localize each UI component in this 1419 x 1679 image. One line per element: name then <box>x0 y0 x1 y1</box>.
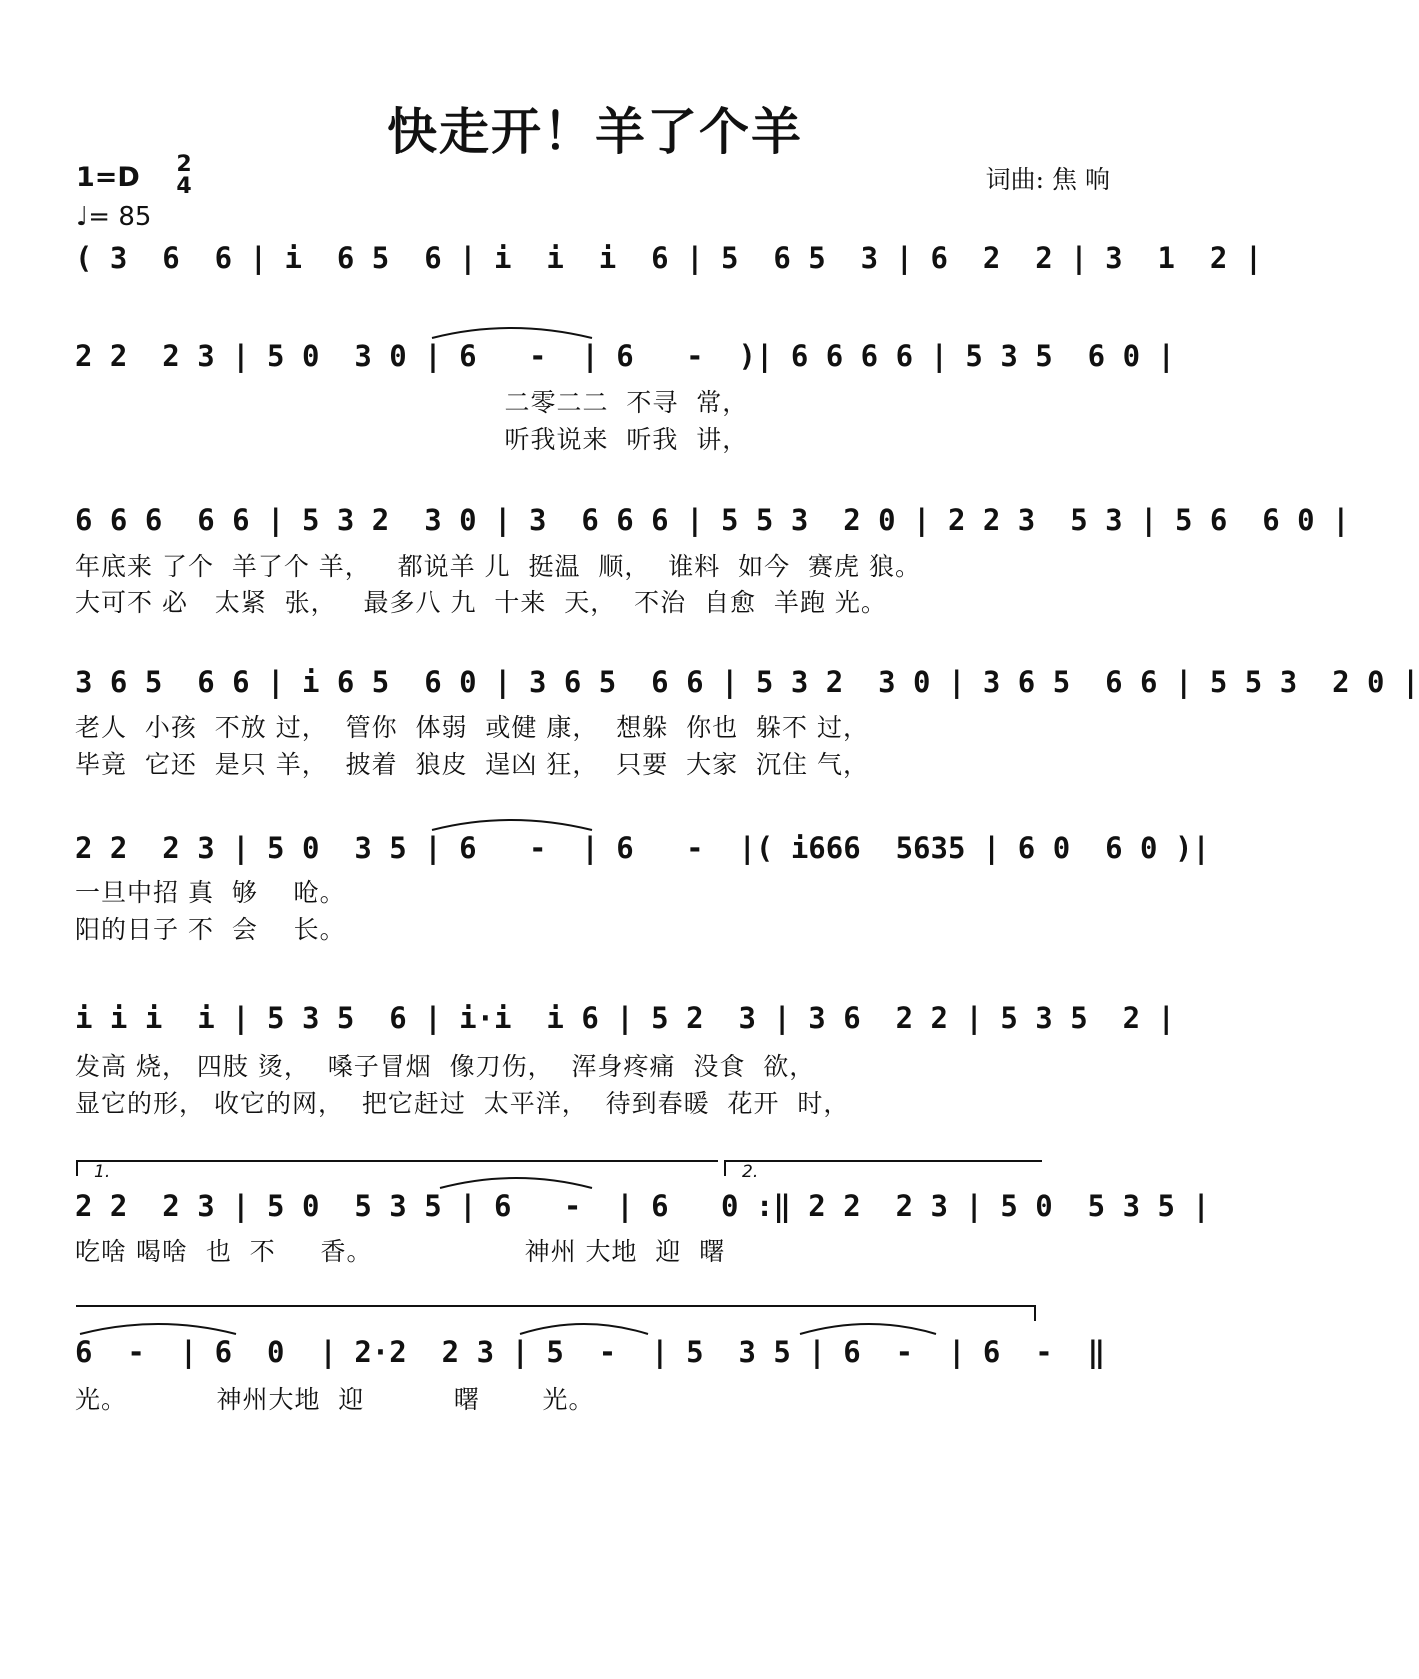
second-ending-label: 2. <box>742 1162 759 1182</box>
notation-line: 6 - | 6 0 | 2·2 2 3 | 5 - | 5 3 5 | 6 - | 6 - ‖ <box>75 1335 1106 1369</box>
lyric-verse-2: 显它的形， 收它的网， 把它赶过 太平洋， 待到春暖 花开 时， <box>75 1089 850 1118</box>
notation-line: 6 6 6 6 6 | 5 3 2 3 0 | 3 6 6 6 | 5 5 3 2 0 | 2 2 3 5 3 | 5 6 6 0 | <box>75 503 1350 537</box>
notation-line: 2 2 2 3 | 5 0 3 5 | 6 - | 6 - |( i666 5635 | 6 0 6 0 )| <box>75 831 1210 865</box>
lyric-verse-2: 阳的日子 不 会 长。 <box>75 915 346 944</box>
lyric-verse-1: 老人 小孩 不放 过， 管你 体弱 或健 康， 想躲 你也 躲不 过， <box>75 713 869 742</box>
time-bottom: 4 <box>176 174 192 199</box>
notation-line: 2 2 2 3 | 5 0 3 0 | 6 - | 6 - )| 6 6 6 6 | 5 3 5 6 0 | <box>75 339 1175 373</box>
lyric-verse-1: 一旦中招 真 够 呛。 <box>75 878 346 907</box>
composer-credit: 词曲: 焦 响 <box>985 165 1110 194</box>
song-title: 快走开！羊了个羊 <box>387 103 803 161</box>
tie-mark <box>800 1324 936 1334</box>
tie-mark <box>432 820 592 830</box>
notation-line: 2 2 2 3 | 5 0 5 3 5 | 6 - | 6 0 :‖ 2 2 2 3 | 5 0 5 3 5 | <box>75 1189 1210 1223</box>
lyric-verse-1: 发高 烧， 四肢 烫， 嗓子冒烟 像刀伤， 浑身疼痛 没食 欲， <box>75 1052 816 1081</box>
lyric-verse-1: 光。 神州大地 迎 曙 光。 <box>75 1385 595 1414</box>
tie-mark <box>432 328 592 338</box>
time-top: 2 <box>176 152 192 177</box>
tempo-value: = 85 <box>88 202 152 232</box>
notation-line: 3 6 5 6 6 | i 6 5 6 0 | 3 6 5 6 6 | 5 3 2 3 0 | 3 6 5 6 6 | 5 5 3 2 0 | <box>75 665 1419 699</box>
tie-mark <box>520 1324 648 1334</box>
quarter-note-icon: ♩ <box>76 202 89 232</box>
lyric-verse-2: 听我说来 听我 讲， <box>75 425 749 454</box>
lyric-verse-1: 二零二二 不寻 常， <box>75 388 749 417</box>
notation-line: ( 3 6 6 | i 6 5 6 | i i i 6 | 5 6 5 3 | 6 2 2 | 3 1 2 | <box>75 241 1263 275</box>
first-ending-label: 1. <box>94 1162 111 1182</box>
lyric-verse-1: 年底来 了个 羊了个 羊， 都说羊 儿 挺温 顺， 谁料 如今 赛虎 狼。 <box>75 552 921 581</box>
tie-mark <box>80 1324 236 1334</box>
lyric-verse-2: 毕竟 它还 是只 羊， 披着 狼皮 逞凶 狂， 只要 大家 沉住 气， <box>75 750 869 779</box>
lyric-verse-1: 吃啥 喝啥 也 不 香。 神州 大地 迎 曙 <box>75 1237 726 1266</box>
lyric-verse-2: 大可不 必 太紧 张， 最多八 九 十来 天， 不治 自愈 羊跑 光。 <box>75 588 887 617</box>
notation-line: i i i i | 5 3 5 6 | i·i i 6 | 5 2 3 | 3 6 2 2 | 5 3 5 2 | <box>75 1001 1175 1035</box>
tie-mark <box>440 1178 592 1188</box>
key-signature: 1=D <box>76 162 140 193</box>
